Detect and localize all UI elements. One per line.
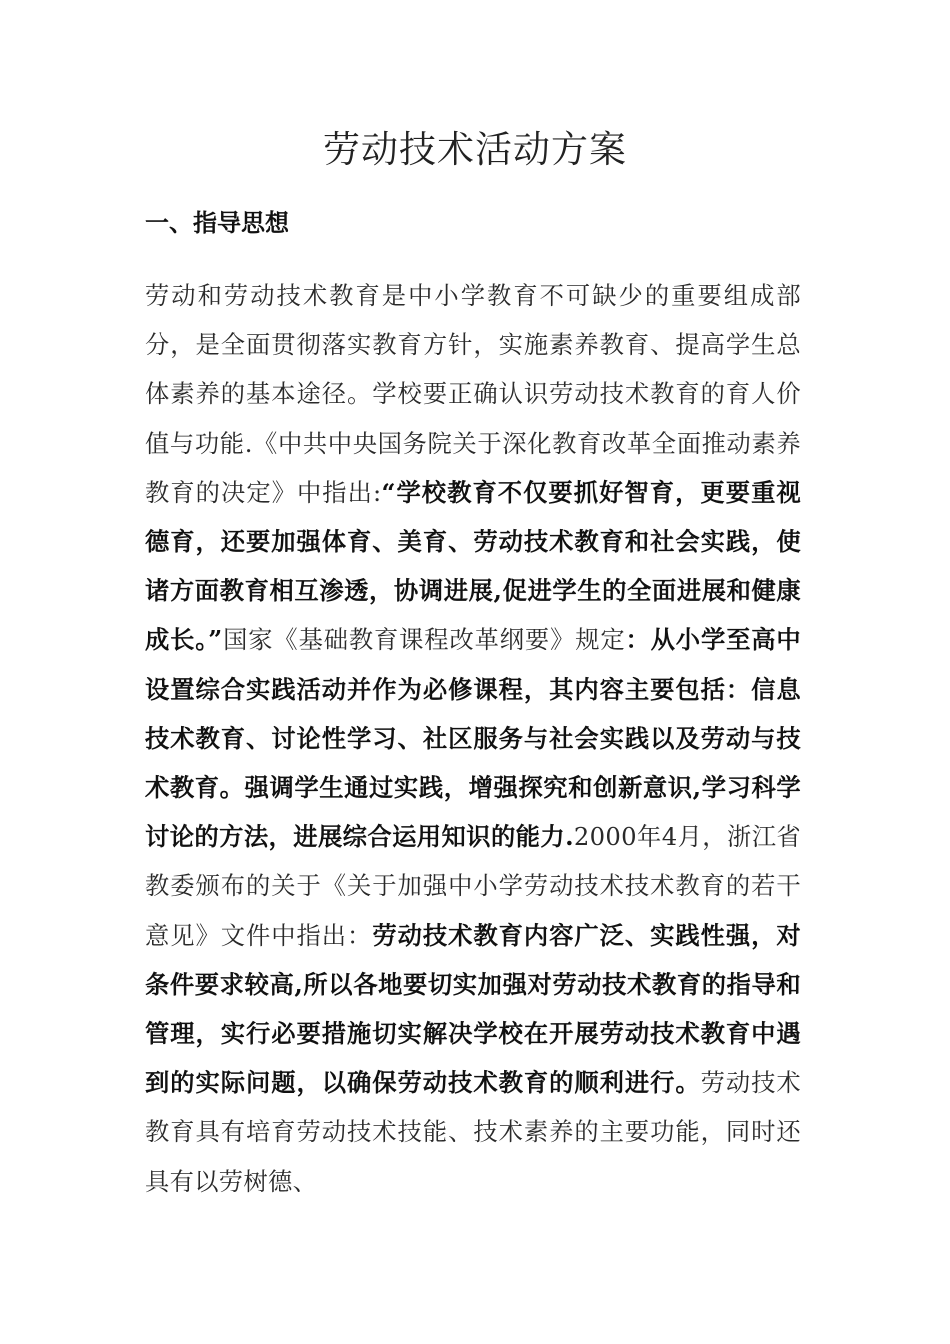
document-title: 劳动技术活动方案 [323, 128, 627, 171]
paragraph-segment: 2000年4月，浙江省教委颁布的关于《关于加强中小学劳动技术技术教育的若干意见》文件中指出： [145, 822, 802, 950]
paragraph-segment: 劳动技术教育具有培育劳动技术技能、技术素养的主要功能，同时还具有以劳树德、 [145, 1068, 801, 1196]
section-heading: 一、指导思想 [145, 208, 289, 237]
paragraph-segment: 国家《基础教育课程改革纲要》规定 [222, 625, 626, 655]
body-paragraph [145, 271, 801, 1206]
paragraph-segment-bold: “学校教育不仅要抓好智育，更要重视德育，还要加强体育、美育、劳动技术教育和社会实践，使诸方面教育相互渗透，协调进展,促进学生的全面进展和健康成长。” [145, 477, 801, 655]
paragraph-segment-bold: 劳动技术教育内容广泛、实践性强，对条件要求较高,所以各地要切实加强对劳动技术教育的指导和管理，实行必要措施切实解决学校在开展劳动技术教育中遇到的实际问题，以确保劳动技术教育的顺利进行。 [145, 920, 801, 1098]
paragraph-segment-bold: ：从小学至高中设置综合实践活动并作为必修课程，其内容主要包括：信息技术教育、讨论性学习、社区服务与社会实践以及劳动与技术教育。强调学生通过实践，增强探究和创新意识,学习科学讨论的方法，进展综合运用知识的能力. [145, 625, 801, 852]
paragraph-segment: 劳动和劳动技术教育是中小学教育不可缺少的重要组成部分，是全面贯彻落实教育方针，实施素养教育、提高学生总体素养的基本途径。学校要正确认识劳动技术教育的育人价值与功能.《中共中央国务院关于深化教育改革全面推动素养教育的决定》中指出: [145, 281, 801, 507]
